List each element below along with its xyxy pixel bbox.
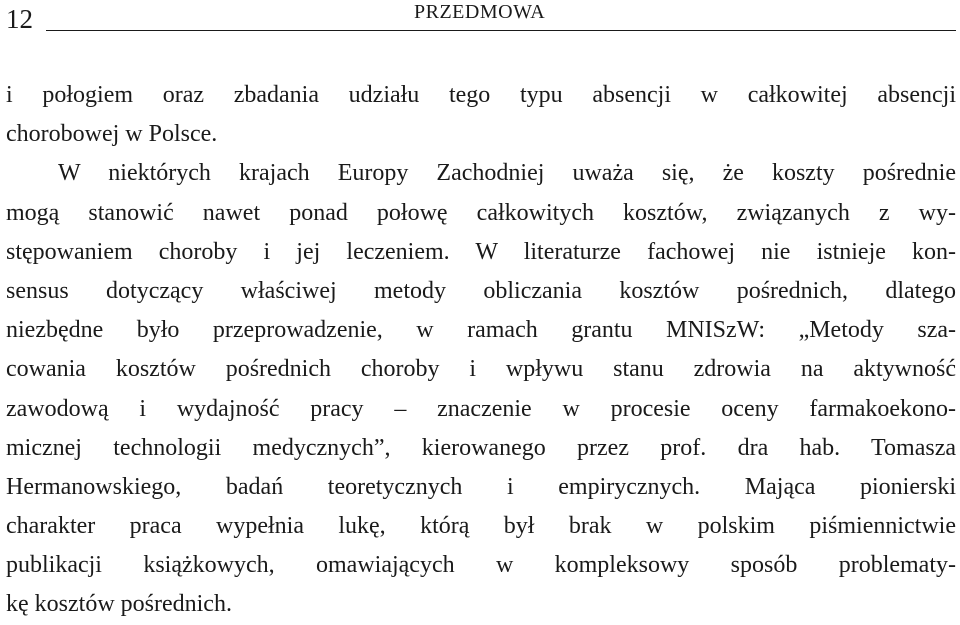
running-head (6, 2, 956, 38)
header-rule (46, 30, 956, 31)
page-number: 12 (6, 4, 33, 34)
text-line: i połogiem oraz zbadania udziału tego typu absencji w całkowitej absencji (6, 82, 956, 108)
text-line: mogą stanowić nawet ponad połowę całkowitych kosztów, związanych z wy- (6, 199, 956, 226)
body-text (6, 76, 956, 625)
text-line: kę kosztów pośrednich. (6, 591, 232, 618)
section-title: PRZEDMOWA (414, 1, 546, 23)
text-line: cowania kosztów pośrednich choroby i wpływu stanu zdrowia na aktywność (6, 356, 956, 383)
text-line: niezbędne było przeprowadzenie, w ramach grantu MNISzW: „Metody sza- (6, 317, 956, 344)
text-line: publikacji książkowych, omawiających w kompleksowy sposób problematy- (6, 552, 956, 579)
text-line: micznej technologii medycznych”, kierowanego przez prof. dra hab. Tomasza (6, 434, 956, 461)
text-line: Hermanowskiego, badań teoretycznych i empirycznych. Mająca pionierski (6, 473, 956, 500)
text-line: sensus dotyczący właściwej metody obliczania kosztów pośrednich, dlatego (6, 277, 956, 304)
text-line: zawodową i wydajność pracy – znaczenie w procesie oceny farmakoekono- (6, 395, 956, 422)
text-line: W niektórych krajach Europy Zachodniej uważa się, że koszty pośrednie (58, 160, 956, 187)
text-line: chorobowej w Polsce. (6, 121, 218, 148)
text-line: charakter praca wypełnia lukę, którą był brak w polskim piśmiennictwie (6, 513, 956, 540)
text-line: stępowaniem choroby i jej leczeniem. W literaturze fachowej nie istnieje kon- (6, 238, 956, 265)
